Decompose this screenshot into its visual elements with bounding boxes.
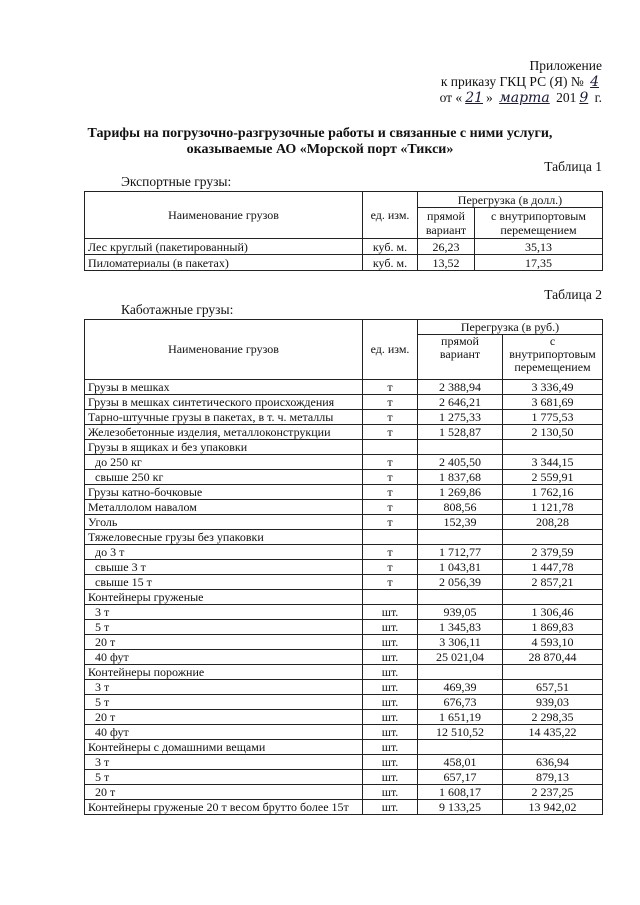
t2-header-internal: с внутрипортовым перемещением [503,335,603,380]
row-direct [418,440,503,455]
row-name: Тарно-штучные грузы в пакетах, в т. ч. металлы [85,410,363,425]
row-unit: куб. м. [363,255,418,271]
row-internal: 2 857,21 [503,575,603,590]
row-internal: 879,13 [503,770,603,785]
row-direct: 676,73 [418,695,503,710]
table2-section: Каботажные грузы: [121,302,234,317]
row-internal: 3 336,49 [503,380,603,395]
table-row [85,410,603,425]
table-row [85,500,603,515]
row-internal: 35,13 [475,239,603,255]
row-internal: 4 593,10 [503,635,603,650]
row-name: 5 т [85,770,363,785]
row-direct: 1 275,33 [418,410,503,425]
row-unit: т [363,455,418,470]
row-name: 20 т [85,785,363,800]
date-year-prefix: 201 [556,90,577,105]
row-name: Уголь [85,515,363,530]
row-internal [503,530,603,545]
row-name: свыше 250 кг [85,470,363,485]
row-name: Железобетонные изделия, металлоконструкции [85,425,363,440]
table-row [85,710,603,725]
row-unit: т [363,410,418,425]
row-direct: 1 837,68 [418,470,503,485]
row-unit: шт. [363,740,418,755]
table-row [85,590,603,605]
row-internal: 1 762,16 [503,485,603,500]
table-row [85,620,603,635]
table-row [85,425,603,440]
row-internal: 657,51 [503,680,603,695]
row-unit: шт. [363,620,418,635]
title-line-1: Тарифы на погрузочно-разгрузочные работы и связанные с ними услуги, [87,126,553,141]
table-row [85,395,603,410]
row-unit: т [363,560,418,575]
date-quote-close: » [486,90,497,105]
row-name: 3 т [85,755,363,770]
row-internal: 3 681,69 [503,395,603,410]
row-direct [418,740,503,755]
coastal-tariffs-table [84,319,603,815]
row-internal [503,740,603,755]
table-row [85,239,603,255]
row-direct [418,530,503,545]
row-unit: т [363,470,418,485]
row-unit: шт. [363,605,418,620]
row-unit: т [363,395,418,410]
t2-header-direct: прямой вариант [418,335,503,380]
row-unit [363,440,418,455]
row-internal: 2 130,50 [503,425,603,440]
t1-header-name: Наименование грузов [85,192,363,239]
row-direct: 469,39 [418,680,503,695]
row-unit: шт. [363,725,418,740]
table-row [85,650,603,665]
row-name: свыше 3 т [85,560,363,575]
date-year-end: г. [591,90,602,105]
row-internal: 1 775,53 [503,410,603,425]
row-name: 5 т [85,620,363,635]
row-unit: т [363,425,418,440]
table-row [85,380,603,395]
row-name: 20 т [85,710,363,725]
row-direct: 26,23 [418,239,475,255]
order-prefix: к приказу ГКЦ РС (Я) № [440,74,584,89]
row-unit: т [363,515,418,530]
table-row [85,770,603,785]
row-direct: 2 388,94 [418,380,503,395]
row-internal: 1 121,78 [503,500,603,515]
row-unit: шт. [363,695,418,710]
table-row [85,725,603,740]
date-prefix: от « [439,90,463,105]
t1-header-internal: с внутрипортовым перемещением [475,208,603,239]
table1-section: Экспортные грузы: [121,174,232,189]
table-row [85,545,603,560]
row-name: Грузы в мешках [85,380,363,395]
row-name: 3 т [85,680,363,695]
row-unit: т [363,485,418,500]
table-row [85,680,603,695]
row-unit: шт. [363,755,418,770]
row-internal: 2 298,35 [503,710,603,725]
table-row [85,605,603,620]
row-internal: 17,35 [475,255,603,271]
row-unit: шт. [363,800,418,815]
row-internal: 636,94 [503,755,603,770]
row-internal [503,590,603,605]
table-row [85,560,603,575]
row-name: 3 т [85,605,363,620]
table-row [85,695,603,710]
table-row [85,455,603,470]
table-row [85,255,603,271]
row-internal: 1 869,83 [503,620,603,635]
row-direct [418,590,503,605]
row-direct: 13,52 [418,255,475,271]
row-name: свыше 15 т [85,575,363,590]
row-name: 40 фут [85,650,363,665]
row-unit: шт. [363,650,418,665]
row-direct: 808,56 [418,500,503,515]
date-day-handwritten: 21 [465,90,484,106]
row-direct: 1 712,77 [418,545,503,560]
row-direct: 2 646,21 [418,395,503,410]
row-internal: 2 379,59 [503,545,603,560]
row-direct: 1 528,87 [418,425,503,440]
table-row [85,530,603,545]
table-row [85,485,603,500]
row-internal [503,440,603,455]
date-year-digit-handwritten: 9 [579,90,589,106]
row-internal: 208,28 [503,515,603,530]
t2-header-group: Перегрузка (в руб.) [418,320,603,335]
title-line-2: оказываемые АО «Морской порт «Тикси» [186,142,454,157]
row-direct: 152,39 [418,515,503,530]
row-internal: 3 344,15 [503,455,603,470]
row-name: Контейнеры груженые [85,590,363,605]
date-month-handwritten: марта [499,90,550,106]
table-row [85,785,603,800]
table-row [85,515,603,530]
row-direct: 12 510,52 [418,725,503,740]
row-name: до 3 т [85,545,363,560]
row-unit: т [363,380,418,395]
row-name: 40 фут [85,725,363,740]
row-internal: 13 942,02 [503,800,603,815]
appendix-header [440,58,602,106]
row-direct: 25 021,04 [418,650,503,665]
row-direct: 1 651,19 [418,710,503,725]
row-name: 20 т [85,635,363,650]
date-line [440,90,602,106]
order-number-handwritten: 4 [590,74,599,90]
table2-label: Таблица 2 [544,287,602,302]
table-row [85,740,603,755]
row-unit: куб. м. [363,239,418,255]
row-unit: т [363,545,418,560]
t2-header-unit: ед. изм. [363,320,418,380]
row-direct: 1 043,81 [418,560,503,575]
row-name: Лес круглый (пакетированный) [85,239,363,255]
row-direct: 1 345,83 [418,620,503,635]
row-unit: т [363,500,418,515]
row-unit: шт. [363,785,418,800]
row-internal [503,665,603,680]
table-row [85,665,603,680]
row-unit: шт. [363,665,418,680]
row-direct: 3 306,11 [418,635,503,650]
row-name: 5 т [85,695,363,710]
appendix-label: Приложение [529,58,602,73]
row-direct: 939,05 [418,605,503,620]
row-direct: 657,17 [418,770,503,785]
export-tariffs-table [84,191,603,271]
table-row [85,470,603,485]
row-internal: 2 237,25 [503,785,603,800]
row-name: Тяжеловесные грузы без упаковки [85,530,363,545]
row-internal: 28 870,44 [503,650,603,665]
row-direct: 1 269,86 [418,485,503,500]
t1-header-group: Перегрузка (в долл.) [418,192,603,208]
row-unit: шт. [363,770,418,785]
row-unit: шт. [363,710,418,725]
t1-header-unit: ед. изм. [363,192,418,239]
row-name: Пиломатериалы (в пакетах) [85,255,363,271]
row-name: Грузы в мешках синтетического происхождения [85,395,363,410]
row-internal: 939,03 [503,695,603,710]
row-unit: шт. [363,635,418,650]
order-line [440,74,602,90]
table-row [85,575,603,590]
table-row [85,635,603,650]
row-direct [418,665,503,680]
table-row [85,440,603,455]
table-row [85,800,603,815]
row-unit [363,530,418,545]
row-name: Контейнеры порожние [85,665,363,680]
row-internal: 14 435,22 [503,725,603,740]
t1-header-direct: прямой вариант [418,208,475,239]
row-direct: 2 056,39 [418,575,503,590]
row-unit [363,590,418,605]
row-name: Металлолом навалом [85,500,363,515]
row-name: Контейнеры груженые 20 т весом брутто более 15т [85,800,363,815]
row-unit: т [363,575,418,590]
row-name: Грузы в ящиках и без упаковки [85,440,363,455]
document-title [0,126,640,158]
row-internal: 1 306,46 [503,605,603,620]
row-direct: 2 405,50 [418,455,503,470]
t2-header-name: Наименование грузов [85,320,363,380]
row-unit: шт. [363,680,418,695]
row-name: Контейнеры с домашними вещами [85,740,363,755]
table1-label: Таблица 1 [544,159,602,174]
table-row [85,755,603,770]
row-direct: 1 608,17 [418,785,503,800]
row-direct: 458,01 [418,755,503,770]
row-internal: 1 447,78 [503,560,603,575]
row-direct: 9 133,25 [418,800,503,815]
row-name: до 250 кг [85,455,363,470]
row-internal: 2 559,91 [503,470,603,485]
row-name: Грузы катно-бочковые [85,485,363,500]
